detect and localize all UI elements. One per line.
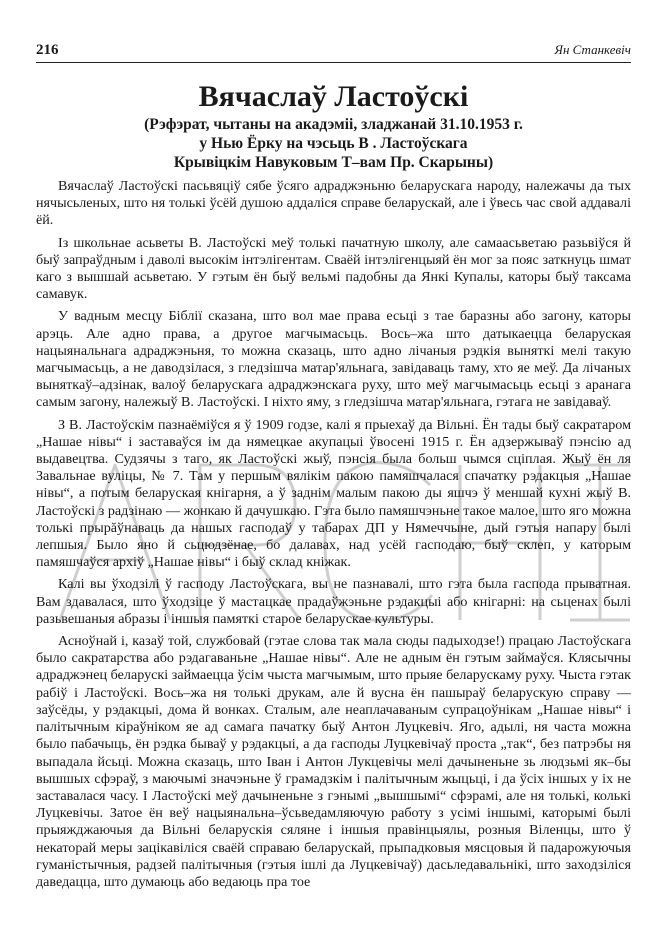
page-number: 216 xyxy=(36,42,59,58)
body-paragraph: Асноўнай і, казаў той, службовай (гэтае слова так мала сюды падыходзе!) працаю Ластоўскага было сакратарства або рэдагаваньне „Нашае нівы“. Але не адным ён гэтым займаўся. Клясычны адраджэнец беларускі займаецца ўсім чыста магчымым, што прыяе беларускаму руху. Чыста гэтак рабіў і Ластоўскі. Вось–жа ня толькі друкам, але й вусна ён пашыраў беларускую справу — заўсёды, у рэдакцыі, дома й вонках. Сталым, але неаплачаваным супрацоўнікам „Нашае нівы“ і палітычным кіраўніком яе ад самага пачатку быў Антон Луцкевіч. Яго, адылі, ня часта можна было пабачыць, ён рэдка бываў у рэдакцыі, а да гасподы Луцкевічаў проста „так“, без патрэбы ня выпадала йсьці. Можна сказаць, што Іван і Антон Лукцевічы мелі дачыненьне зь людзьмі як–бы вышшых сфэраў, з маючымі значэньне ў грамадзкім і палітычным жыцьці, і да ўсіх іншых у іх не заставалася часу. І Ластоўскі меў дачыненьне з гэнымі „вышшымі“ сфэрамі, але ня толькі, колькі Луцкевічы. Затое ён веў нацыянальна–ўсьведамляючую работу з усімі іншымі, каторымі былі прыяжджаючыя да Вільні беларускія сяляне і іншыя правінцыялы, розныя Віленцы, што ў некаторай меры зацікавіліся сваёй справаю беларускай, прыпадковыя мясцовыя й падарожуючыя гуманістычныя, радзей палітычныя (гэтыя ішлі да Луцкевічаў) дасьледавальнікі, што заходзіліся даведацца, што думаюць або ведаюць пра тое xyxy=(36,633,631,890)
subtitle-line: (Рэфэрат, чытаны на акадэміі, зладжанай 31.10.1953 г. xyxy=(144,116,523,133)
subtitle-line: у Нью Ёрку на чэсьць В . Ластоўскага xyxy=(199,135,468,152)
body-paragraph: Вячаслаў Ластоўскі пасьвяціў сябе ўсяго адраджэньню беларускага народу, належачы да тых нячысьленых, што ня толькі ўсёй душою аддаліся справе беларускай, але і ўвесь час свой аддавалі ёй. xyxy=(36,178,631,229)
running-head: Ян Станкевіч xyxy=(554,42,631,57)
body-paragraph: Із школьнае асьветы В. Ластоўскі меў толькі пачатную школу, але самаасьветаю разьвіўся й быў запраўдным і даволі высокім інтэлігентам. Сваёй інтэлігенцыяй ён мог за пояс заткнуць шмат каго з вышшай асьветаю. У гэтым ён быў вельмі падобны да Янкі Купалы, каторы быў таксама самавук. xyxy=(36,234,631,303)
body-paragraph: З В. Ластоўскім пазнаёміўся я ў 1909 годзе, калі я прыехаў да Вільні. Ён тады быў сакратаром „Нашае нівы“ і заставаўся ім да нямецкае акупацыі ўвосені 1915 г. Ён адзержываў пэнсію ад выдавецтва. Судзячы з таго, як Ластоўскі жыў, пэнсія была больш чымся сціплая. Жыў ён ля Завальнае вуліцы, № 7. Там у першым вялікім пакою памяшчалася спачатку рэдакцыя „Нашае нівы“, а потым беларуская кнігарня, а ў заднім малым пакою ды яшчэ ў меншай кухні жыў В. Ластоўскі з радзінаю — жонкаю й дачушкаю. Гэта было памяшчэньне такое малое, што яго можна толькі прырăўнаваць да нашых гасподаў у табарах ДП у Нямеччыне, дый гэтыя напару былі лепшыя. Было яно й сьцюдзёнае, бо далавах, над усёй гасподаю, быў склеп, у каторым памяшчаўся архіў „Нашае нівы“ і быў склад кніжак. xyxy=(36,416,631,571)
page-header xyxy=(36,42,631,63)
article-body xyxy=(36,178,631,896)
body-paragraph: У вадным месцу Біблії сказана, што вол мае права есьці з тае баразны або загону, каторы арэць. Але адно права, а другое магчымасьць. Вось–жа што датыкаецца беларуская нацыянальнага адраджэньня, то можна сказаць, што адно лічаныя рэдкія выняткі мелі такую магчымасьць, а не даводзілася, з гледзішча матар'яльнага, завідаваць таму, хто яе меў. Да лічаных выняткаў–адзінак, валоў беларускага адраджэнскага руху, што меў магчымасьць есьці з аранага самым загону, належыў В. Ластоўскі. І ніхто яму, з гледзішча матар'яльнага, гэтага не завідаваў. xyxy=(36,308,631,411)
article-subtitle xyxy=(36,115,631,172)
article-title: Вячаслаў Ластоўскі xyxy=(198,80,469,113)
body-paragraph: Калі вы ўходзілі ў гасподу Ластоўскага, вы не пазнавалі, што гэта была гаспода прыватная. Вам здавалася, што ўходзіце ў мастацкае прадаўжэньне рэдакцыі або кнігарні: на сьценах былі разьвешаныя абразы і іншыя памяткі старое беларускае культуры. xyxy=(36,576,631,627)
subtitle-line: Крывіцкім Навуковым Т–вам Пр. Скарыны) xyxy=(173,154,494,171)
